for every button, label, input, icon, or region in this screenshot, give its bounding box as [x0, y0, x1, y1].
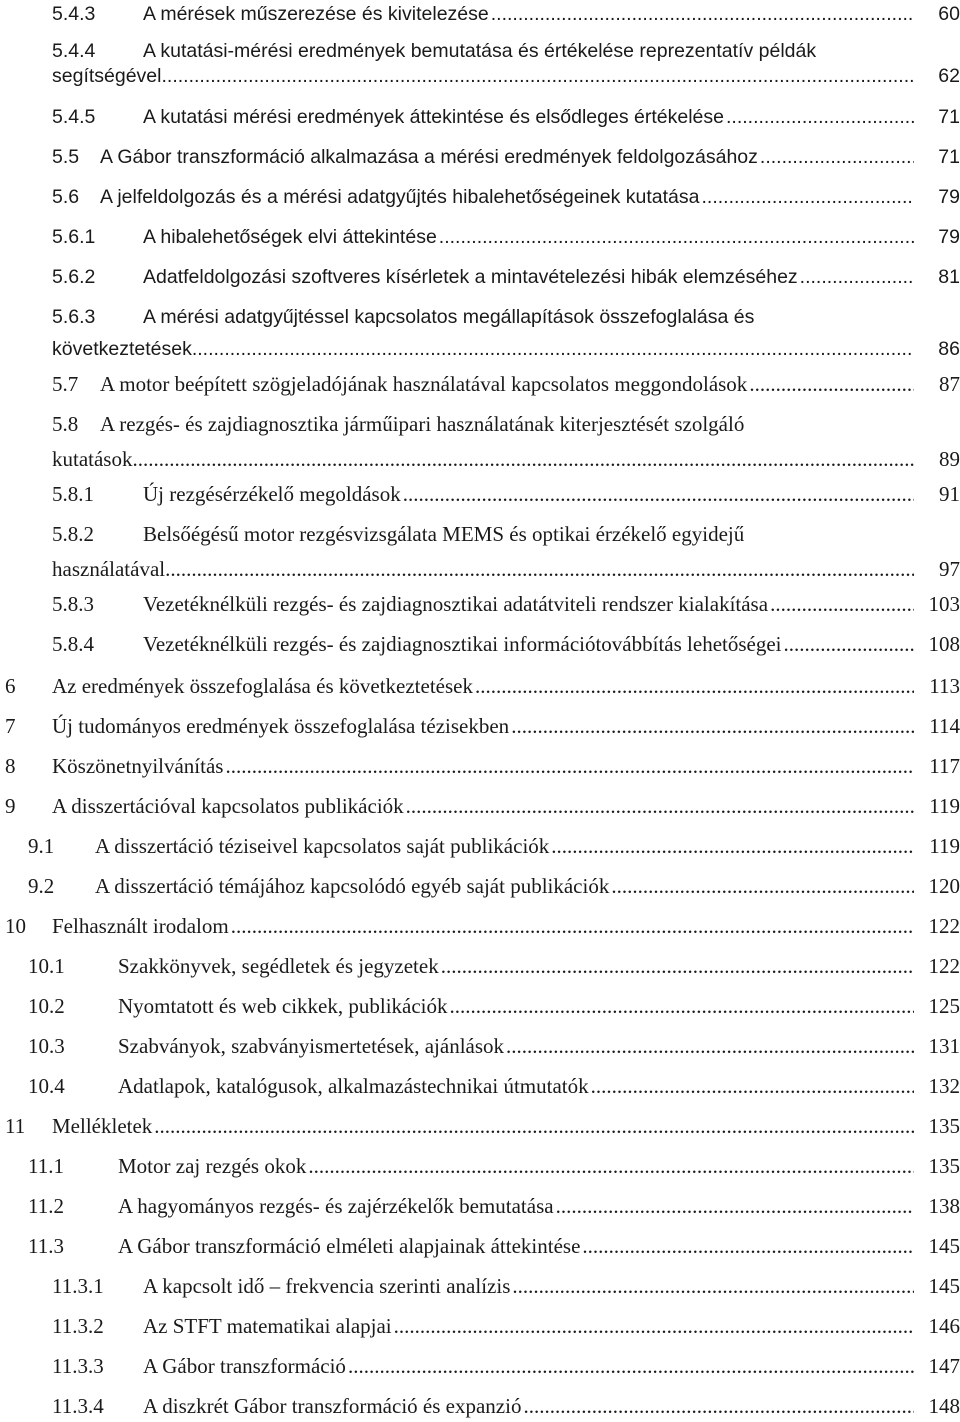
toc-entry-title: A kutatási-mérési eredmények bemutatása és értékelése reprezentatív példák: [143, 40, 817, 62]
toc-entry-page: 125: [928, 994, 960, 1018]
dot-leader: [132, 445, 914, 473]
dot-leader: [800, 263, 914, 291]
toc-entry-page: 113: [929, 674, 960, 698]
toc-entry-number: 5.4.4: [52, 40, 96, 62]
toc-entry-title: Vezetéknélküli rezgés- és zajdiagnosztikai adatátviteli rendszer kialakítása: [143, 592, 769, 616]
toc-entry-number: 5.4.3: [52, 3, 96, 25]
toc-entry-number: 9: [5, 794, 16, 818]
toc-entry-title: Nyomtatott és web cikkek, publikációk: [118, 994, 448, 1018]
toc-entry-title: Mellékletek: [52, 1114, 153, 1138]
dot-leader: [225, 752, 914, 780]
toc-entry-page: 89: [939, 447, 960, 471]
toc-entry-number: 5.6: [52, 186, 80, 208]
toc-entry-number: 10.1: [28, 954, 65, 978]
toc-entry-title: Szabványok, szabványismertetések, ajánlások: [118, 1034, 505, 1058]
toc-entry-title-continued: következtetések: [52, 338, 192, 360]
toc-entry-page: 79: [938, 226, 960, 248]
toc-entry-page: 71: [938, 146, 960, 168]
toc-entry-title: A hagyományos rezgés- és zajérzékelők bemutatása: [118, 1194, 554, 1218]
toc-entry-number: 11: [5, 1114, 26, 1138]
toc-entry-page: 97: [939, 557, 960, 581]
dot-leader: [611, 872, 914, 900]
dot-leader: [475, 672, 914, 700]
toc-entry-page: 91: [939, 482, 960, 506]
dot-leader: [511, 712, 914, 740]
toc-entry-number: 11.3.1: [52, 1274, 104, 1298]
toc-entry-number: 5.5: [52, 146, 80, 168]
dot-leader: [556, 1192, 914, 1220]
toc-entry-number: 6: [5, 674, 16, 698]
toc-entry-title: Felhasznált irodalom: [52, 914, 229, 938]
toc-entry-number: 5.6.1: [52, 226, 96, 248]
dot-leader: [582, 1232, 914, 1260]
dot-leader: [726, 103, 914, 131]
toc-entry-page: 71: [938, 106, 960, 128]
toc-entry-page: 138: [928, 1194, 960, 1218]
dot-leader: [406, 792, 914, 820]
toc-entry-title: Az eredmények összefoglalása és következtetések: [52, 674, 473, 698]
dot-leader: [308, 1152, 914, 1180]
dot-leader: [192, 335, 914, 363]
toc-entry-number: 9.1: [28, 834, 55, 858]
toc-entry-page: 114: [929, 714, 960, 738]
toc-entry-title: Új tudományos eredmények összefoglalása tézisekben: [52, 714, 510, 738]
toc-entry-title: A Gábor transzformáció alkalmazása a mérési eredmények feldolgozásához: [100, 146, 758, 168]
toc-entry-page: 145: [928, 1234, 960, 1258]
toc-entry-title: Belsőégésű motor rezgésvizsgálata MEMS és optikai érzékelő egyidejű: [143, 522, 745, 546]
toc-entry-title-continued: segítségével: [52, 65, 162, 87]
dot-leader: [491, 0, 914, 28]
dot-leader: [760, 143, 914, 171]
toc-entry-number: 10.2: [28, 994, 65, 1018]
toc-entry-number: 10.3: [28, 1034, 65, 1058]
toc-entry-page: 86: [938, 338, 960, 360]
toc-entry-title: A diszkrét Gábor transzformáció és expanzió: [143, 1394, 522, 1418]
dot-leader: [523, 1392, 914, 1420]
toc-entry-number: 10: [5, 914, 26, 938]
dot-leader: [770, 590, 914, 618]
toc-entry-number: 5.7: [52, 372, 79, 396]
toc-entry-title: A disszertáció téziseivel kapcsolatos saját publikációk: [95, 834, 550, 858]
toc-entry-number: 5.8.4: [52, 632, 94, 656]
toc-entry-number: 11.3.2: [52, 1314, 104, 1338]
toc-entry-number: 11.3.3: [52, 1354, 104, 1378]
dot-leader: [450, 992, 914, 1020]
dot-leader: [701, 183, 914, 211]
toc-entry-page: 108: [928, 632, 960, 656]
dot-leader: [154, 1112, 914, 1140]
toc-entry-page: 135: [928, 1154, 960, 1178]
toc-entry-title: A disszertációval kapcsolatos publikációk: [52, 794, 404, 818]
toc-entry-number: 11.2: [28, 1194, 64, 1218]
toc-entry-title: Új rezgésérzékelő megoldások: [143, 482, 401, 506]
toc-entry-page: 119: [929, 834, 960, 858]
toc-entry-page: 147: [928, 1354, 960, 1378]
toc-entry-number: 5.8.2: [52, 522, 94, 546]
toc-entry-title: Vezetéknélküli rezgés- és zajdiagnosztikai információtovábbítás lehetőségei: [143, 632, 782, 656]
toc-entry-title: Adatlapok, katalógusok, alkalmazástechnikai útmutatók: [118, 1074, 589, 1098]
toc-entry-page: 135: [928, 1114, 960, 1138]
toc-entry-number: 8: [5, 754, 16, 778]
toc-entry-page: 60: [938, 3, 960, 25]
toc-entry-title: A hibalehetőségek elvi áttekintése: [143, 226, 437, 248]
toc-entry-number: 9.2: [28, 874, 55, 898]
toc-entry-title: A rezgés- és zajdiagnosztika járműipari használatának kiterjesztését szolgáló: [100, 412, 745, 436]
toc-entry-number: 5.4.5: [52, 106, 96, 128]
toc-entry-page: 119: [929, 794, 960, 818]
dot-leader: [165, 555, 914, 583]
dot-leader: [162, 62, 915, 90]
toc-entry-title: A motor beépített szögjeladójának használatával kapcsolatos meggondolások: [100, 372, 748, 396]
dot-leader: [551, 832, 914, 860]
toc-entry-number: 11.3.4: [52, 1394, 104, 1418]
toc-entry-title: A Gábor transzformáció elméleti alapjainak áttekintése: [118, 1234, 581, 1258]
dot-leader: [512, 1272, 914, 1300]
toc-entry-number: 11.3: [28, 1234, 64, 1258]
toc-entry-page: 146: [928, 1314, 960, 1338]
toc-entry-page: 79: [938, 186, 960, 208]
toc-entry-title: A jelfeldolgozás és a mérési adatgyűjtés hibalehetőségeinek kutatása: [100, 186, 700, 208]
toc-entry-number: 5.8.1: [52, 482, 94, 506]
toc-entry-title-continued: kutatások: [52, 447, 133, 471]
toc-entry-title: A disszertáció témájához kapcsolódó egyéb saját publikációk: [95, 874, 610, 898]
dot-leader: [441, 952, 914, 980]
toc-entry-page: 103: [928, 592, 960, 616]
toc-entry-number: 5.8.3: [52, 592, 94, 616]
toc-entry-page: 81: [938, 266, 960, 288]
toc-entry-number: 7: [5, 714, 16, 738]
toc-entry-number: 5.8: [52, 412, 79, 436]
dot-leader: [394, 1312, 914, 1340]
dot-leader: [231, 912, 914, 940]
toc-entry-page: 87: [939, 372, 960, 396]
toc-entry-page: 148: [928, 1394, 960, 1418]
toc-entry-number: 11.1: [28, 1154, 64, 1178]
toc-entry-title: Motor zaj rezgés okok: [118, 1154, 307, 1178]
toc-entry-page: 132: [928, 1074, 960, 1098]
toc-entry-title: Adatfeldolgozási szoftveres kísérletek a mintavételezési hibák elemzéséhez: [143, 266, 798, 288]
dot-leader: [403, 480, 914, 508]
toc-entry-page: 120: [928, 874, 960, 898]
dot-leader: [749, 370, 914, 398]
toc-entry-title: A Gábor transzformáció: [143, 1354, 346, 1378]
toc-entry-title: Köszönetnyilvánítás: [52, 754, 224, 778]
toc-entry-title: Az STFT matematikai alapjai: [143, 1314, 392, 1338]
toc-entry-number: 5.6.3: [52, 306, 96, 328]
toc-entry-page: 131: [928, 1034, 960, 1058]
toc-entry-page: 122: [928, 914, 960, 938]
dot-leader: [348, 1352, 914, 1380]
toc-entry-number: 10.4: [28, 1074, 65, 1098]
dot-leader: [591, 1072, 914, 1100]
toc-entry-title: A kutatási mérési eredmények áttekintése és elsődleges értékelése: [143, 106, 724, 128]
toc-entry-title: A kapcsolt idő – frekvencia szerinti analízis: [143, 1274, 511, 1298]
toc-entry-title: Szakkönyvek, segédletek és jegyzetek: [118, 954, 439, 978]
toc-entry-title: A mérések műszerezése és kivitelezése: [143, 3, 489, 25]
toc-entry-page: 117: [929, 754, 960, 778]
toc-entry-page: 122: [928, 954, 960, 978]
toc-entry-title: A mérési adatgyűjtéssel kapcsolatos megállapítások összefoglalása és: [143, 306, 755, 328]
toc-entry-number: 5.6.2: [52, 266, 96, 288]
dot-leader: [439, 223, 914, 251]
dot-leader: [784, 630, 914, 658]
toc-entry-title-continued: használatával: [52, 557, 166, 581]
toc-entry-page: 145: [928, 1274, 960, 1298]
dot-leader: [506, 1032, 914, 1060]
toc-entry-page: 62: [938, 65, 960, 87]
